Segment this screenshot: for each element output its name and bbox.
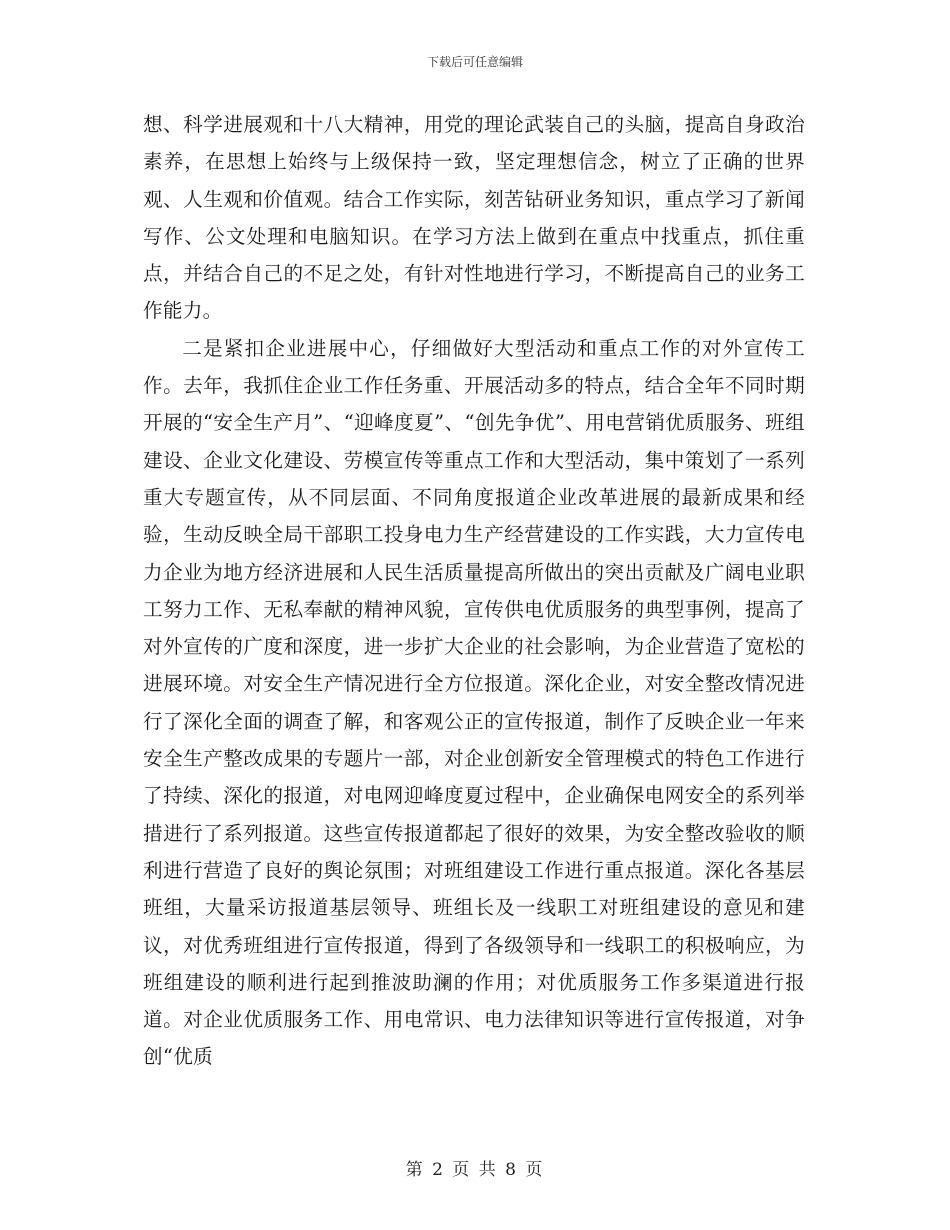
paragraph-continuation: 想、科学进展观和十八大精神，用党的理论武装自己的头脑，提高自身政治素养，在思想上始终与上级保持一致，坚定理想信念，树立了正确的世界观、人生观和价值观。结合工作实际，刻苦钻研业务知识，重点学习了新闻写作、公文处理和电脑知识。在学习方法上做到在重点中找重点，抓住重点，并结合自己的不足之处，有针对性地进行学习，不断提高自己的业务工作能力。 (143, 113, 805, 323)
paragraph-second-point: 二是紧扣企业进展中心，仔细做好大型活动和重点工作的对外宣传工作。去年，我抓住企业工作任务重、开展活动多的特点，结合全年不同时期开展的“安全生产月”、“迎峰度夏”、“创先争优”、用电营销优质服务、班组建设、企业文化建设、劳模宣传等重点工作和大型活动，集中策划了一系列重大专题宣传，从不同层面、不同角度报道企业改革进展的最新成果和经验，生动反映全局干部职工投身电力生产经营建设的工作实践，大力宣传电力企业为地方经济进展和人民生活质量提高所做出的突出贡献及广阔电业职工努力工作、无私奉献的精神风貌，宣传供电优质服务的典型事例，提高了对外宣传的广度和深度，进一步扩大企业的社会影响，为企业营造了宽松的进展环境。对安全生产情况进行全方位报道。深化企业，对安全整改情况进行了深化全面的调查了解，和客观公正的宣传报道，制作了反映企业一年来安全生产整改成果的专题片一部，对企业创新安全管理模式的特色工作进行了持续、深化的报道，对电网迎峰度夏过程中，企业确保电网安全的系列举措进行了系列报道。这些宣传报道都起了很好的效果，为安全整改验收的顺利进行营造了良好的舆论氛围；对班组建设工作进行重点报道。深化各基层班组，大量采访报道基层领导、班组长及一线职工对班组建设的意见和建议，对优秀班组进行宣传报道，得到了各级领导和一线职工的积极响应，为班组建设的顺利进行起到推波助澜的作用；对优质服务工作多渠道进行报道。对企业优质服务工作、用电常识、电力法律知识等进行宣传报道，对争创“优质 (143, 336, 805, 1069)
document-body (143, 106, 805, 1076)
page-header: 下载后可任意编辑 (426, 55, 523, 69)
page-number-footer: 第 2 页 共 8 页 (405, 1160, 545, 1180)
